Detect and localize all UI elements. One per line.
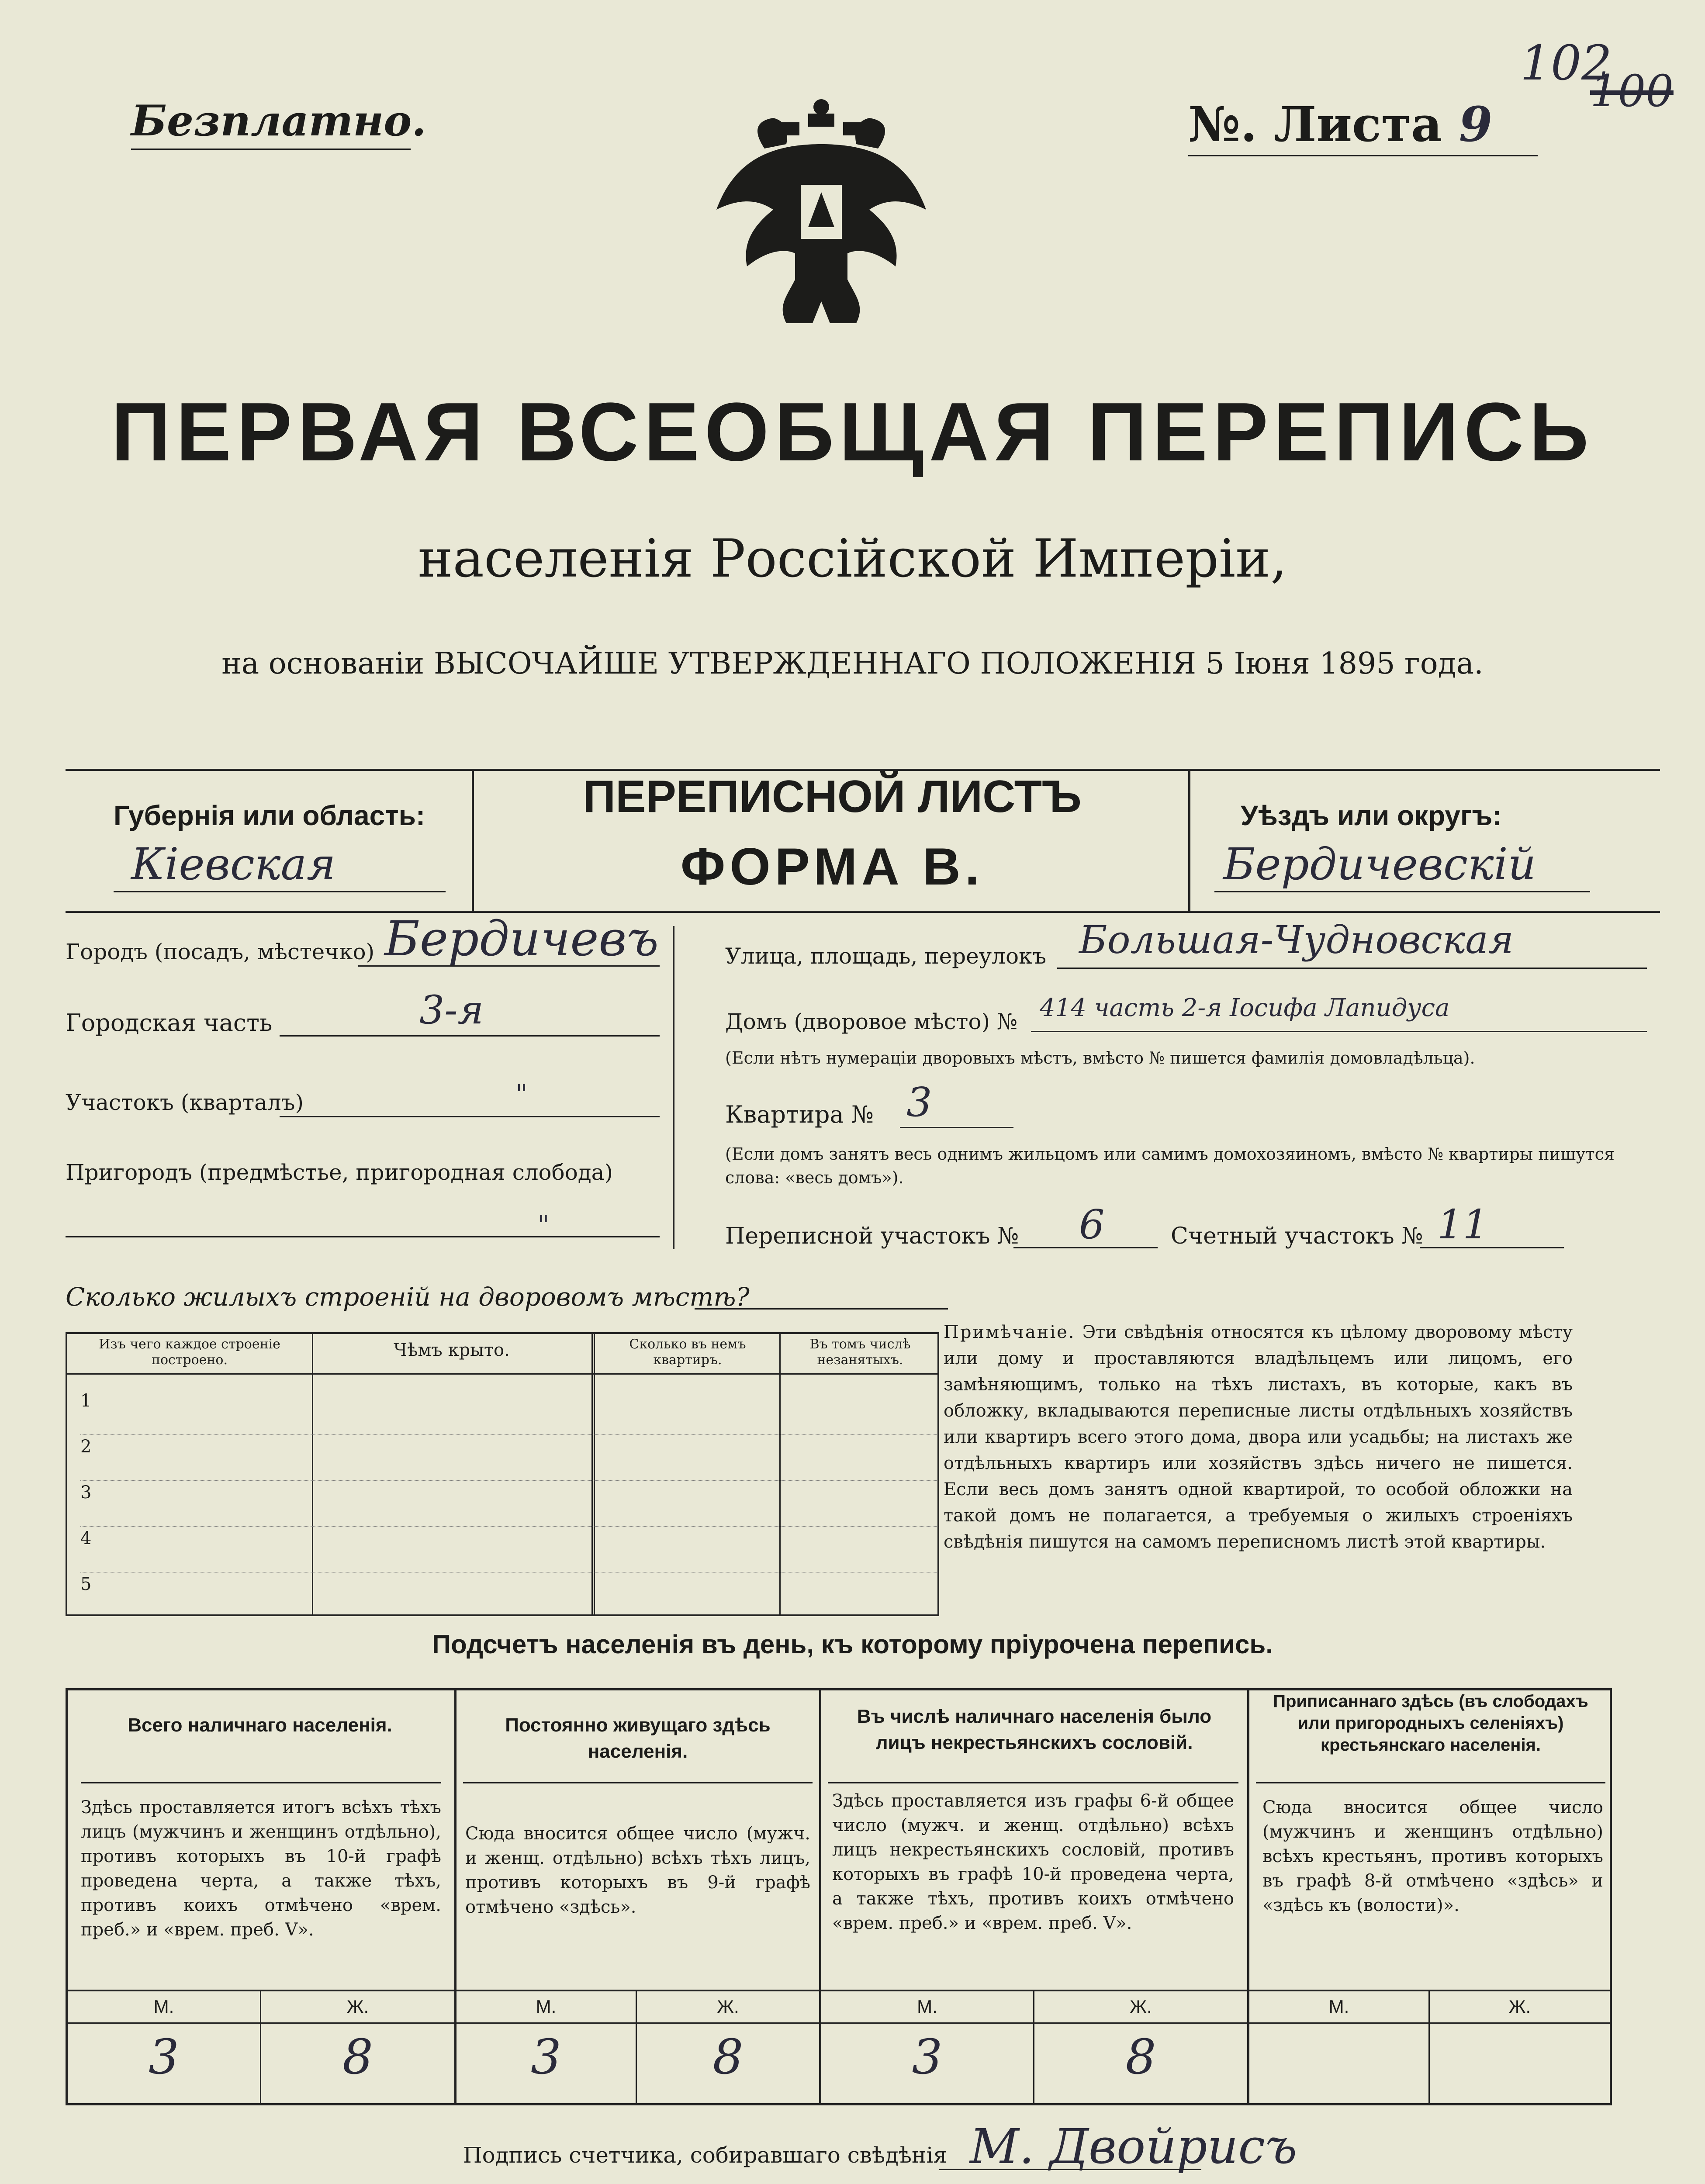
- house-value: 414 часть 2-я Іосифа Лапидуса: [1040, 994, 1450, 1022]
- sheet-number: [1188, 96, 1492, 152]
- street-value: Большая-Чудновская: [1079, 917, 1514, 962]
- district-line: [1214, 891, 1590, 892]
- tally-table: [66, 1688, 1612, 2105]
- archive-number-struck: 100: [1590, 66, 1674, 117]
- tally-m-value: 3: [149, 2029, 179, 2085]
- tally-title: Подсчетъ населенія въ день, къ которому пріурочена перепись.: [432, 1630, 1273, 1659]
- city-part-line: [280, 1035, 660, 1037]
- city-part-label: Городская часть: [66, 1009, 273, 1037]
- counting-precinct-line: [1420, 1247, 1564, 1248]
- col-floors-head: Сколько въ немъ квартиръ.: [629, 1337, 746, 1368]
- tally-col-head: Приписаннаго здѣсь (въ слободахъ или пригородныхъ селеніяхъ) крестьянскаго населенія.: [1273, 1692, 1588, 1755]
- counting-precinct-label: Счетный участокъ №: [1171, 1223, 1423, 1249]
- signature-line: [939, 2169, 1201, 2170]
- apartment-note: (Если домъ занятъ весь однимъ жильцомъ или самимъ домохозяиномъ, вмѣсто № квартиры пишутся слова: «весь домъ»).: [725, 1144, 1615, 1187]
- buildings-head-rule: [67, 1373, 937, 1375]
- page-subtitle: населенія Россійской Имперіи,: [418, 529, 1287, 589]
- tally-m-label: М.: [536, 1996, 557, 2017]
- tally-f-label: Ж.: [346, 1996, 369, 2017]
- census-precinct-line: [1013, 1247, 1158, 1248]
- sheet-number-label: №. Листа: [1188, 96, 1442, 152]
- note-block: [944, 1319, 1573, 1555]
- tally-col-rule: [1256, 1782, 1605, 1783]
- buildings-row: 2: [80, 1437, 937, 1481]
- sheet-title: ПЕРЕПИСНОЙ ЛИСТЪ: [583, 771, 1082, 822]
- tally-f-label: Ж.: [1508, 1996, 1531, 2017]
- tally-col-head: Постоянно живущаго здѣсь населенія.: [505, 1714, 771, 1762]
- house-label: Домъ (дворовое мѣсто) №: [725, 1009, 1018, 1034]
- buildings-row: 3: [80, 1482, 937, 1527]
- city-value: Бердичевъ: [384, 911, 659, 967]
- tally-f-value: 8: [1125, 2029, 1156, 2085]
- tally-col-desc: Сюда вносится общее число (мужчинъ и женщинъ отдѣльно) всѣхъ крестьянъ, противъ которыхъ въ графѣ 8-й отмѣчено «здѣсь» и «здѣсь къ (волости)».: [1262, 1797, 1603, 1915]
- decree-basis: на основаніи ВЫСОЧАЙШЕ УТВЕРЖДЕННАГО ПОЛОЖЕНІЯ 5 Іюня 1895 года.: [221, 646, 1484, 681]
- province-line: [114, 891, 446, 892]
- census-precinct-label: Переписной участокъ №: [725, 1223, 1019, 1249]
- tally-col-head: Въ числѣ наличнаго населенія было лицъ некрестьянскихъ сословій.: [857, 1706, 1212, 1753]
- col-unoccupied-head: Въ томъ числѣ незанятыхъ.: [809, 1337, 911, 1368]
- tally-col-rule: [463, 1782, 813, 1783]
- street-line: [1057, 968, 1647, 969]
- buildings-row: 5: [80, 1574, 92, 1594]
- tally-f-label: Ж.: [717, 1996, 739, 2017]
- form-box-divider-right: [1188, 769, 1190, 913]
- free-label-underline: [131, 149, 411, 150]
- page-title: ПЕРВАЯ ВСЕОБЩАЯ ПЕРЕПИСЬ: [111, 386, 1594, 478]
- tally-vrule: [1247, 1690, 1249, 2103]
- double-headed-eagle-emblem: [708, 96, 935, 341]
- census-precinct-value: 6: [1079, 1201, 1105, 1248]
- col-roof-head: Чѣмъ крыто.: [394, 1340, 510, 1360]
- col-material-head: Изъ чего каждое строеніе построено.: [99, 1337, 280, 1368]
- street-label: Улица, площадь, переулокъ: [725, 943, 1047, 969]
- province-value: Кіевская: [131, 839, 336, 890]
- tally-col-desc: Здѣсь проставляется итогъ всѣхъ тѣхъ лицъ (мужчинъ и женщинъ отдѣльно), противъ которыхъ въ 10-й графѣ проведена черта, а также тѣхъ, противъ коихъ отмѣчено «врем. преб.» и «врем. преб. V».: [81, 1797, 441, 1940]
- free-label: Безплатно.: [131, 96, 426, 145]
- note-lead: Примѣчаніе.: [944, 1322, 1076, 1342]
- tally-col-desc: Здѣсь проставляется изъ графы 6-й общее число (мужч. и женщ. отдѣльно) всѣхъ лицъ некрестьянскихъ сословій, противъ которыхъ въ графѣ 10-й проведена черта, а также тѣхъ, противъ коихъ отмѣчено «врем. преб.» и «врем. преб. V».: [832, 1791, 1234, 1933]
- archive-number: 102: [1520, 35, 1612, 91]
- city-part-value: 3-я: [419, 987, 484, 1033]
- buildings-question: Сколько жилыхъ строеній на дворовомъ мѣстѣ?: [66, 1282, 750, 1312]
- suburb-value: ": [537, 1210, 550, 1241]
- house-note: (Если нѣтъ нумераціи дворовыхъ мѣстъ, вмѣсто № пишется фамилія домовладѣльца).: [725, 1048, 1475, 1068]
- signature-label: Подпись счетчика, собиравшаго свѣдѣнія: [463, 2143, 947, 2168]
- sheet-number-underline: [1188, 155, 1538, 156]
- tally-col-head: Всего наличнаго населенія.: [128, 1714, 392, 1736]
- signature-value: М. Двойрисъ: [970, 2118, 1297, 2174]
- precinct-line: [280, 1116, 660, 1117]
- tally-m-value: 3: [912, 2029, 943, 2085]
- tally-mz-rule: [68, 1990, 1610, 1991]
- buildings-row: 4: [80, 1528, 937, 1572]
- counting-precinct-value: 11: [1437, 1201, 1489, 1248]
- tally-m-label: М.: [153, 1996, 174, 2017]
- tally-col-rule: [81, 1782, 441, 1783]
- suburb-line: [66, 1236, 660, 1237]
- tally-m-label: М.: [1328, 1996, 1349, 2017]
- sheet-number-value: 9: [1459, 96, 1493, 152]
- buildings-row: 1: [80, 1391, 937, 1435]
- precinct-label: Участокъ (кварталъ): [66, 1090, 304, 1115]
- buildings-table: [66, 1332, 939, 1616]
- suburb-label: Пригородъ (предмѣстье, пригородная слобода): [66, 1160, 613, 1185]
- form-name: ФОРМА В.: [680, 837, 984, 896]
- district-label: Уѣздъ или округъ:: [1241, 800, 1502, 831]
- house-line: [1031, 1031, 1647, 1032]
- tally-value-rule: [68, 2022, 1610, 2024]
- address-divider: [673, 926, 674, 1249]
- precinct-value: ": [515, 1079, 528, 1109]
- province-label: Губернія или область:: [114, 800, 425, 831]
- note-text: Эти свѣдѣнія относятся къ цѣлому дворовому мѣсту или дому и проставляются владѣльцемъ или лицомъ, его замѣняющимъ, только на тѣхъ листахъ, въ которые, какъ въ обложку, вкладываются переписные листы отдѣльныхъ хозяйствъ или квартиръ всего этого дома, двора или усадьбы; на листахъ же отдѣльныхъ квартиръ или хозяйствъ здѣсь ничего не пишется. Если весь домъ занятъ одной квартирой, то особой обложки на такой домъ не полагается, а требуемыя о жилыхъ строеніяхъ свѣдѣнія пишутся на самомъ переписномъ листѣ этой квартиры.: [944, 1322, 1573, 1552]
- apartment-line: [900, 1127, 1013, 1128]
- city-line: [358, 965, 660, 967]
- apartment-value: 3: [906, 1079, 932, 1126]
- tally-col-desc: Сюда вносится общее число (мужч. и женщ. отдѣльно) всѣхъ тѣхъ лицъ, противъ которыхъ въ 9-й графѣ отмѣчено «здѣсь».: [465, 1824, 810, 1917]
- tally-f-value: 8: [342, 2029, 373, 2085]
- city-label: Городъ (посадъ, мѣстечко): [66, 939, 375, 964]
- form-box-bottom: [66, 911, 1660, 913]
- tally-col-rule: [828, 1782, 1238, 1783]
- tally-f-value: 8: [712, 2029, 744, 2085]
- form-box-divider-left: [472, 769, 474, 913]
- tally-m-label: М.: [917, 1996, 937, 2017]
- tally-m-value: 3: [531, 2029, 561, 2085]
- apartment-label: Квартира №: [725, 1101, 874, 1128]
- tally-f-label: Ж.: [1130, 1996, 1152, 2017]
- buildings-question-line: [695, 1308, 948, 1310]
- district-value: Бердичевскій: [1223, 839, 1536, 890]
